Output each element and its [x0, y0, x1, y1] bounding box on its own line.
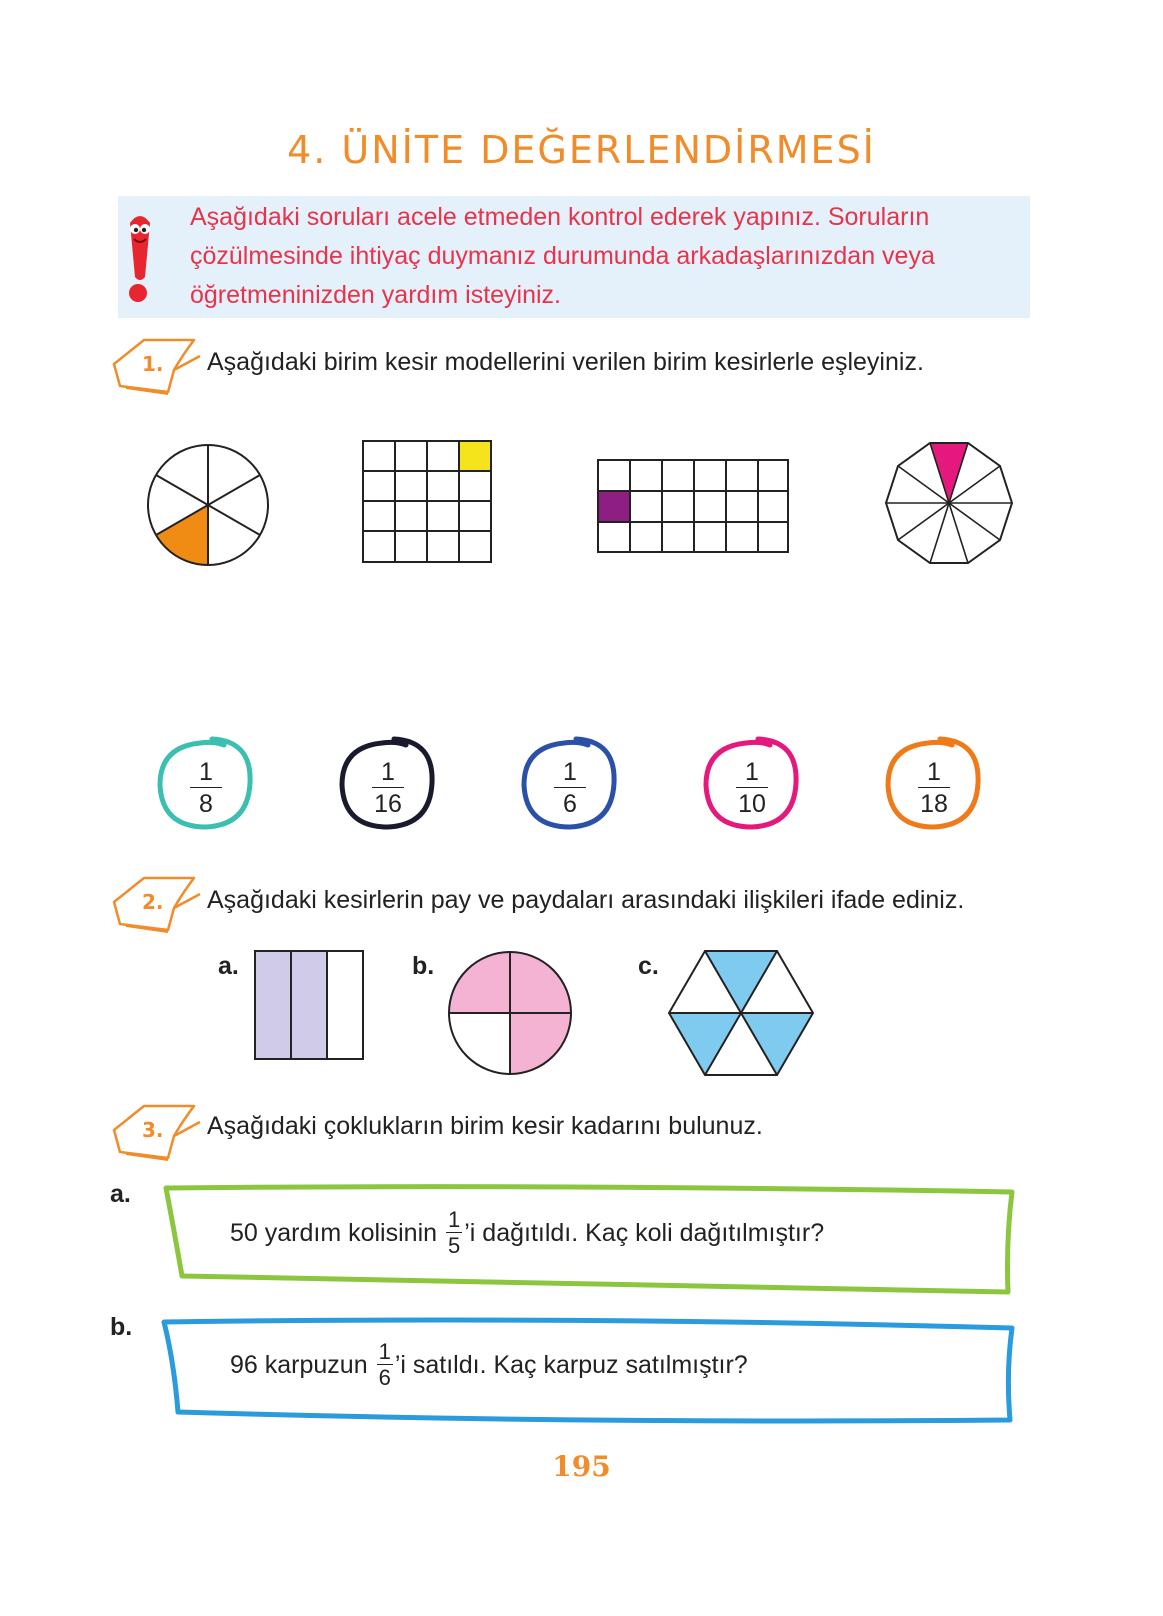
q3-label-a: a. — [110, 1180, 131, 1208]
fraction-1-10[interactable]: $\frac{1}{10}$ — [712, 759, 792, 817]
grid-eighteenths-model — [597, 459, 791, 555]
q3-b-text-before: 96 karpuzun — [230, 1350, 368, 1379]
fraction-1-6[interactable]: $\frac{1}{6}$ — [530, 759, 610, 817]
decagon-tenths-model — [884, 438, 1014, 568]
question-text-1: Aşağıdaki birim kesir modellerini verilen birim kesirlerle eşleyiniz. — [207, 348, 924, 376]
q3-a-problem — [230, 1206, 824, 1260]
q3-a-fraction: $\frac{1}{5}$ — [447, 1207, 461, 1258]
q3-a-text-before: 50 yardım kolisinin — [230, 1218, 438, 1247]
fraction-1-18[interactable]: $\frac{1}{18}$ — [894, 759, 974, 817]
page-number: 195 — [552, 1450, 611, 1483]
q3-b-problem — [230, 1338, 748, 1392]
q2-label-c: c. — [638, 952, 659, 980]
page-title: 4. ÜNİTE DEĞERLENDİRMESİ — [287, 128, 876, 172]
circle-quarters-model — [447, 950, 573, 1076]
question-number-2: 2. — [142, 890, 164, 914]
question-number-3: 3. — [142, 1118, 164, 1142]
q3-label-b: b. — [110, 1313, 133, 1341]
fraction-1-16[interactable]: $\frac{1}{16}$ — [348, 759, 428, 817]
q2-label-a: a. — [218, 952, 239, 980]
q3-a-text-after: ’i dağıtıldı. Kaç koli dağıtılmıştır? — [464, 1218, 825, 1247]
circle-sixths-model — [144, 441, 272, 569]
fraction-1-8[interactable]: $\frac{1}{8}$ — [166, 759, 246, 817]
rectangle-thirds-model — [254, 950, 366, 1062]
grid-sixteenths-model — [362, 440, 494, 564]
q2-label-b: b. — [412, 952, 435, 980]
exclamation-mascot-icon — [120, 205, 160, 305]
hexagon-sixths-model — [667, 948, 815, 1078]
question-text-2: Aşağıdaki kesirlerin pay ve paydaları arasındaki ilişkileri ifade ediniz. — [207, 886, 965, 914]
q3-b-fraction: $\frac{1}{6}$ — [378, 1339, 391, 1390]
q3-b-text-after: ’i satıldı. Kaç karpuz satılmıştır? — [394, 1350, 748, 1379]
question-number-1: 1. — [142, 352, 164, 376]
question-text-3: Aşağıdaki çoklukların birim kesir kadarını bulunuz. — [207, 1112, 763, 1140]
notice-text: Aşağıdaki soruları acele etmeden kontrol ederek yapınız. Soruların çözülmesinde ihtiyaç duymanız durumunda arkadaşlarınızdan veya öğretmeninizden yardım isteyiniz. — [190, 203, 935, 309]
